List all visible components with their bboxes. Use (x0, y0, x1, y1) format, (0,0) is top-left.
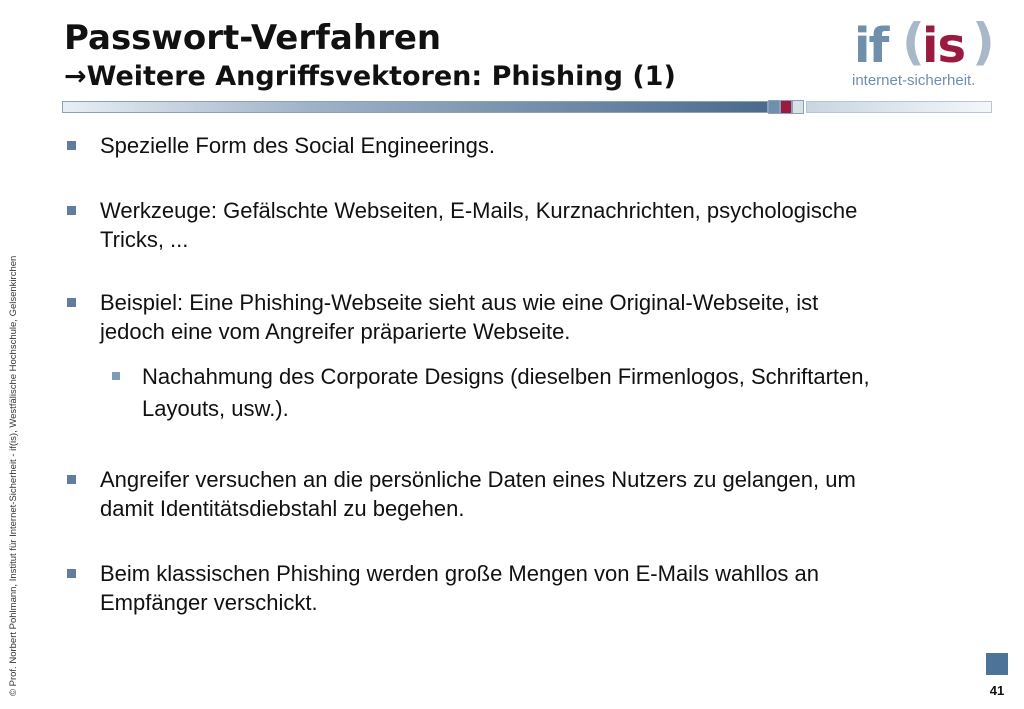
divider-gradient (62, 101, 768, 113)
corner-square-icon (986, 653, 1008, 675)
bullet-square-icon (67, 206, 76, 215)
ifis-logo (850, 13, 995, 94)
copyright-side-text: © Prof. Norbert Pohlmann, Institut für Internet-Sicherheit - if(is), Westfälische Hochschule, Gelsenkirchen (8, 255, 19, 696)
logo-paren-left: ( (902, 13, 925, 71)
divider-square-red (780, 100, 792, 114)
logo-paren-right: ) (972, 13, 995, 71)
bullet-item (100, 288, 860, 346)
bullet-text: Beim klassischen Phishing werden große Mengen von E-Mails wahllos an Empfänger verschickt. (100, 561, 820, 615)
bullet-item (100, 196, 860, 254)
bullet-item (100, 465, 860, 523)
bullet-text: Werkzeuge: Gefälschte Webseiten, E-Mails, Kurznachrichten, psychologische Tricks, ... (100, 198, 858, 252)
logo-is-text: is (922, 18, 966, 74)
bullet-item (100, 131, 860, 160)
logo-if-text: if (854, 18, 888, 74)
title-divider-bar (62, 100, 992, 114)
bullet-item (100, 559, 860, 617)
divider-square-light (792, 100, 804, 114)
bullet-text: Spezielle Form des Social Engineerings. (100, 133, 495, 158)
bullet-square-icon (67, 475, 76, 484)
logo-subtitle: internet-sicherheit. (852, 72, 976, 89)
title-sub-text: Weitere Angriffsvektoren: Phishing (1) (86, 61, 676, 92)
divider-square-blue (768, 100, 780, 114)
slide-title (64, 16, 824, 94)
bullet-square-icon (67, 569, 76, 578)
bullet-text: Angreifer versuchen an die persönliche Daten eines Nutzers zu gelangen, um damit Identitätsdiebstahl zu begehen. (100, 467, 856, 521)
sub-bullet-square-icon (112, 372, 120, 380)
bullet-square-icon (67, 298, 76, 307)
sub-bullet-item (142, 361, 882, 425)
title-sub (64, 60, 824, 94)
divider-tail (806, 101, 992, 113)
arrow-right-icon: → (64, 61, 87, 92)
sub-bullet-text: Nachahmung des Corporate Designs (dieselben Firmenlogos, Schriftarten, Layouts, usw.). (142, 364, 870, 421)
title-main: Passwort-Verfahren (64, 18, 442, 58)
page-number: 41 (989, 683, 1005, 698)
bullet-text: Beispiel: Eine Phishing-Webseite sieht aus wie eine Original-Webseite, ist jedoch eine vom Angreifer präparierte Webseite. (100, 290, 819, 344)
bullet-square-icon (67, 141, 76, 150)
